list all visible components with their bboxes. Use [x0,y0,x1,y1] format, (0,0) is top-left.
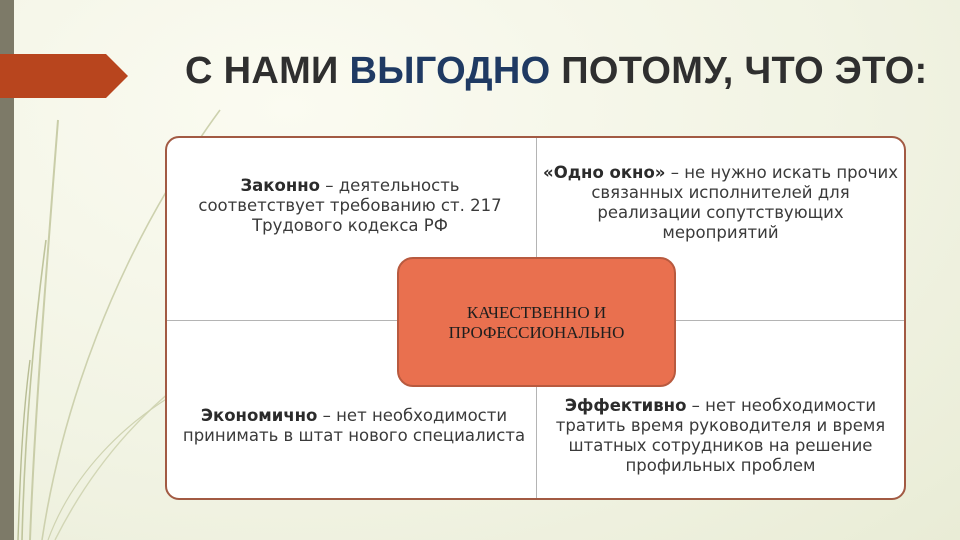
quadrant-one-window-text: – не нужно искать прочих связанных исполнителей для реализации сопутствующих мероприятий [591,163,898,242]
slide-title [185,50,928,93]
quadrant-one-window-heading: «Одно окно» [543,163,666,182]
quadrant-efficient-text: – нет необходимости тратить время руководителя и время штатных сотрудников на решение профильных проблем [555,396,886,475]
quadrant-economic-text: – нет необходимости принимать в штат нового специалиста [182,406,526,445]
title-part-1: С НАМИ [185,50,350,92]
title-part-2: ПОТОМУ, ЧТО ЭТО: [550,50,928,92]
center-line-1: КАЧЕСТВЕННО И [466,303,607,322]
quadrant-economic-heading: Экономично [200,406,318,425]
quadrant-legal [180,176,520,236]
quadrant-legal-heading: Законно [240,176,320,195]
center-line-2: ПРОФЕССИОНАЛЬНО [448,323,625,342]
quadrant-efficient [543,396,898,476]
quadrant-efficient-heading: Эффективно [564,396,687,415]
center-highlight-text [417,301,657,343]
title-arrow-marker [0,54,128,98]
quadrant-one-window [543,163,898,243]
title-accent-word: ВЫГОДНО [349,50,551,92]
quadrant-legal-text: – деятельность соответствует требованию ст. 217 Трудового кодекса РФ [198,176,502,235]
center-highlight-box [397,257,676,387]
quadrant-economic [180,406,528,446]
